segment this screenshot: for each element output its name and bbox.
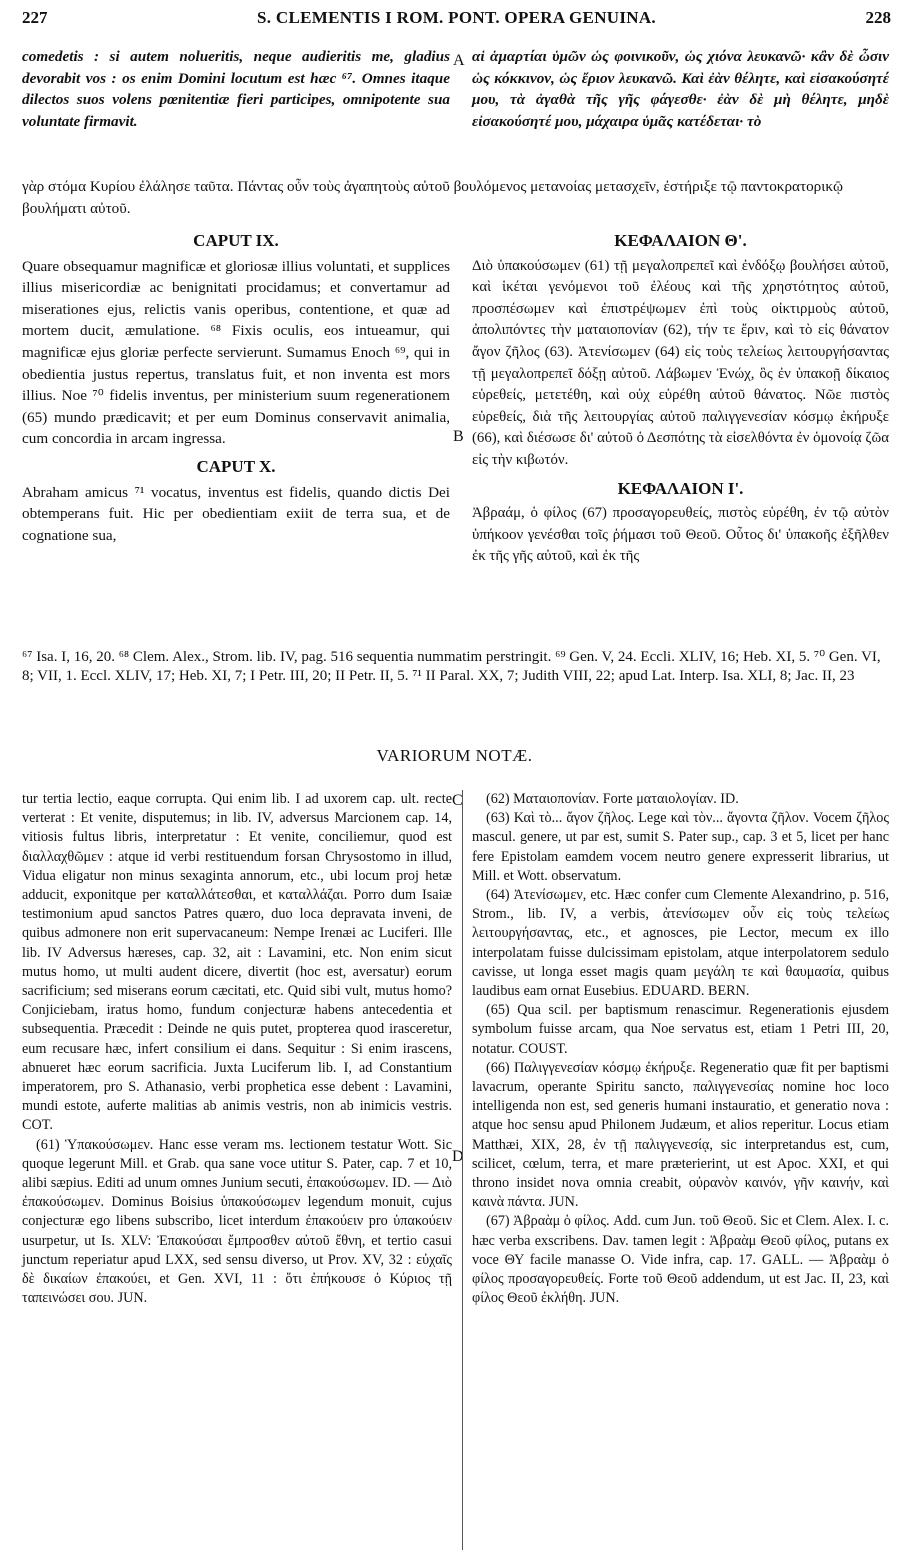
footnotes-text: ⁶⁷ Isa. I, 16, 20. ⁶⁸ Clem. Alex., Strom. lib. IV, pag. 516 sequentia nummatim perstringit. ⁶⁹ Gen. V, 24. Eccli. XLIV, 16; Heb. XI, 5. ⁷⁰ Gen. VI, 8; VII, 1. Eccl. XLIV, 17; Heb. XI, 7; I Petr. III, 20; II Petr. II, 5. ⁷¹ II Paral. XX, 7; Judith VIII, 22; apud Lat. Interp. Isa. XLI, 8; Jac. II, 23 (22, 649, 881, 684)
variorum-notae-title: VARIORUM NOTÆ. (376, 746, 533, 765)
margin-letter-a: A (453, 52, 465, 69)
caput-ix-text: Quare obsequamur magnificæ et gloriosæ illius voluntati, et supplices illius misericordiæ ac benignitati procidamus; et convertamur ad miserationes ejus, relictis vanis operibus, contentione, et quæ ad mortem ducit, æmulatione. ⁶⁸ Fixis oculis, eos intueamur, qui magnificæ ejus gloriæ perfecte servierunt. Sumamus Enoch ⁶⁹, qui in obedientia justus repertus, translatus fuit, et non inventa est mors illius. Noe ⁷⁰ fidelis inventus, per ministerium suum regenerationem (65) mundo prædicavit; et per eum Dominus conservavit animalia, cum concordia in arcam ingressa. (22, 257, 450, 448)
running-header (22, 8, 891, 30)
full-width-greek-line (22, 176, 888, 219)
margin-letter-c: C (452, 792, 463, 809)
full-width-text: γὰρ στόμα Κυρίου ἐλάλησε ταῦτα. Πάντας οὖν τοὺς ἀγαπητοὺς αὐτοῦ βουλόμενος μετανοίας μετασχεῖν, ἐστήριξε τῷ παντοκρατορικῷ βουλήματι αὐτοῦ. (22, 178, 843, 217)
note-65: (65) Qua scil. per baptismum renascimur. Regenerationis ejusdem symbolum fuisse arcam, qua Noe servatus est, etiam 1 Petri III, 20, notatur. COUST. (472, 1002, 889, 1057)
note-66: (66) Παλιγγενεσίαν κόσμῳ ἐκήρυξε. Regeneratio quæ fit per baptismi lavacrum, operante Spiritu sancto, παλιγγενεσίας nomine hoc loco intelligenda non est, sed generis humani instauratio, et generatio nova : atque hoc sensu apud Philonem Judæum, et alios reperitur. Locus etiam Matthæi, XIX, 28, ἐν τῇ παλιγγενεσίᾳ, sic interpretandus est, cum, scilicet, cœlum, terra, et mare præterierint, ut est Apoc. XXI, et qui throno insidet nova omnia creabit, οὐρανὸν καινόν, γῆν καινήν, καὶ καινὰ πάντα. JUN. (472, 1059, 889, 1211)
scripture-footnotes (22, 648, 888, 686)
caput-x-text: Abraham amicus ⁷¹ vocatus, inventus est fidelis, quando dictis Dei obtemperans fuit. Hic per obedientiam exiit de terra sua, et de cognatione sua, (22, 483, 450, 544)
caput-ix-heading: CAPUT IX. (193, 231, 279, 250)
note-63: (63) Καὶ τὸ... ἄγον ζῆλος. Lege καὶ τὸν... ἄγοντα ζῆλον. Vocem ζῆλος mascul. genere, ut par est, sumit S. Pater sup., cap. 3 et 5, licet per hanc fere Epistolam eamdem vocem neutro genere expresserit librarius, ut Mill. et Wott. observatum. (472, 810, 889, 884)
note-67: (67) Ἀβραὰμ ὁ φίλος. Add. cum Jun. τοῦ Θεοῦ. Sic et Clem. Alex. I. c. hæc verba exscribens. Dav. tamen legit : Ἀβραὰμ Θεοῦ φίλος, putans ex voce ΘΥ facile manasse Ο. Vide infra, cap. 17. GALL. — Ἀβραὰμ ὁ φίλος προσαγορευθείς. Forte τοῦ Θεοῦ addendum, ut est Jac. II, 23, καὶ φίλος Θεοῦ ἐκλήθη. JUN. (472, 1213, 890, 1307)
notes-right-column (472, 790, 889, 1308)
latin-intro-text: comedetis : si autem nolueritis, neque audieritis me, gladius devorabit vos : os enim Domini locutum est hæc ⁶⁷. Omnes itaque dilectos suos volens pœnitentiæ fieri participes, omnipotente sua voluntate firmavit. (22, 48, 450, 130)
running-title: S. CLEMENTIS I ROM. PONT. OPERA GENUINA. (257, 8, 656, 27)
note-61: (61) Ὑπακούσωμεν. Hanc esse veram ms. lectionem testatur Wott. Sic quoque legerunt Mill. et Grab. qua sane voce utitur S. Pater, cap. 7 et 10, alibi sæpius. Editi ad unum omnes Junium secuti, ἐπακούσωμεν. ID. — Διὸ ἐπακούσωμεν. Dominus Boisius ὑπακούσωμεν legendum monuit, cujus conjecturæ ego libens subscribo, licet interdum ἐπακούειν pro ὑπακούειν usurpetur, ut Is. XLV: Ἐπακούσαι ἔμπροσθεν αὐτοῦ ἔθνη, et tertio casui junctum reperiatur apud LXX, sed sensu diverso, ut Prov. XV, 32 : εὐχαῖς δὲ δικαίων ἐπακούει, et Gen. XVI, 11 : ὅτι ἐπήκουσε ὁ Κύριος τῇ ταπεινώσει σου. JUN. (22, 1136, 452, 1307)
greek-chapters (472, 224, 889, 568)
notes-left-column (22, 790, 452, 1308)
latin-intro (22, 46, 450, 132)
margin-letter-b: B (453, 428, 464, 445)
kephalaion-theta-heading: ΚΕΦΑΛΑΙΟΝ Θ'. (614, 231, 747, 250)
margin-letter-d: D (452, 1148, 464, 1165)
greek-intro-text: αἱ ἁμαρτίαι ὑμῶν ὡς φοινικοῦν, ὡς χιόνα λευκανῶ· κἂν δὲ ὦσιν ὡς κόκκινον, ὡς ἔριον λευκανῶ. Καὶ ἐὰν θέλητε, καὶ εἰσακούσητέ μου, τὰ ἀγαθὰ τῆς γῆς φάγεσθε· ἐὰν δὲ μὴ θέλητε, μηδὲ εἰσακούσητέ μου, μάχαιρα ὑμᾶς κατέδεται· τὸ (472, 48, 889, 130)
kephalaion-theta-text: Διὸ ὑπακούσωμεν (61) τῇ μεγαλοπρεπεῖ καὶ ἐνδόξῳ βουλήσει αὐτοῦ, καὶ ἱκέται γενόμενοι τοῦ ἐλέους καὶ τῆς χρηστότητος αὐτοῦ, προσπέσωμεν καὶ ἐπιστρέψωμεν ἐπὶ τοὺς οἰκτιρμοὺς αὐτοῦ, ἀπολιπόντες τὴν ματαιοπονίαν (62), τήν τε ἔριν, καὶ τὸ εἰς θάνατον ἄγον ζῆλος (63). Ἀτενίσωμεν (64) εἰς τοὺς τελείως λειτουργήσαντας τῇ μεγαλοπρεπεῖ δόξῃ αὐτοῦ. Λάβωμεν Ἐνώχ, ὃς ἐν ὑπακοῇ δίκαιος εὑρεθείς, μετετέθη, καὶ οὐχ εὑρέθη αὐτοῦ θάνατος. Νῶε πιστὸς εὑρεθείς, διὰ τῆς λειτουργίας αὐτοῦ παλιγγενεσίαν κόσμῳ ἐκήρυξε (66), καὶ διέσωσε δι' αὐτοῦ ὁ Δεσπότης τὰ εἰσελθόντα ἐν ὁμονοίᾳ ζῶα εἰς τὴν κιβωτόν. (472, 257, 889, 468)
note-62: (62) Ματαιοπονίαν. Forte ματαιολογίαν. ID. (486, 791, 739, 807)
caput-x-heading: CAPUT X. (196, 456, 276, 476)
note-64: (64) Ἀτενίσωμεν, etc. Hæc confer cum Clemente Alexandrino, p. 516, Strom., lib. IV, a verbis, ἀτενίσωμεν οὖν εἰς τοὺς τελείως λειτουργήσαντας, etc., et agnosces, pie Lector, mecum ex illo interpolatam fuisse dulcissimam epistolam, atque interpolatorem sedulo cavisse, ut longa esset magis quam μεγάλη τε καὶ θαυμασία, quibus laudibus eam ornat Eusebius. EDUARD. BERN. (472, 887, 889, 1000)
latin-chapters (22, 224, 450, 546)
notes-column-divider (462, 790, 463, 1550)
kephalaion-iota-heading: ΚΕΦΑΛΑΙΟΝ Ι'. (617, 478, 744, 498)
greek-intro (472, 46, 889, 132)
page-number-left: 227 (22, 8, 48, 27)
page-number-right: 228 (865, 8, 891, 27)
notes-left-text: tur tertia lectio, eaque corrupta. Qui enim lib. I ad uxorem cap. ult. recte verterat : Et venite, disputemus; in lib. IV, adversus Marcionem cap. 14, vitiosis fultus libris, interpretatur : Et venite, conciliemur, quod est διαλλαχθῶμεν : atque id verbi restituendum forsan Chrysostomo in illud, Vidua eligatur non minus sexaginta annorum, etc., ubi locum proj hetæ adducit, exponitque per καταλλάτεσθαι, et καταλλάζαι. Porro dum Isaiæ testimonium apud sanctos Patres quæro, duo loca depravata inveni, de quibus admonere non erit supervacaneum: Nempe Irenæi ac Luciferi. Ille lib. IV Adversus hæreses, cap. 32, ait : Lavamini, etc. Non enim sicut mutus homo, ut multi audent dicere, divertit (hoc est, aversatur) eorum sacrificium; sed miserans eorum cæcitati, etc. Quid sibi vult, mutus homo? Conjiciebam, iratus homo, fundum conjecturæ habens antecedentia et subsequentia. Præcedit : Deinde ne quis putet, propterea quod irasceretur, eum recusare hæc, infert consilium ei dans. Sequitur : Si enim irascens, abnueret hæc eorum sacrificia. Juxta Luciferum lib. I, ad Constantium imperatorem, pro S. Athanasio, verbi prophetica esse debent : Lavamini, mundi estote, auferte malitias ab animis vestris, non ab inimicis vestris. COT. (22, 791, 452, 1134)
kephalaion-iota-text: Ἀβραάμ, ὁ φίλος (67) προσαγορευθείς, πιστὸς εὑρέθη, ἐν τῷ αὐτὸν ὑπήκοον γενέσθαι τοῖς ῥήμασι τοῦ Θεοῦ. Οὗτος δι' ὑπακοῆς ἐξῆλθεν ἐκ τῆς γῆς αὐτοῦ, καὶ ἐκ τῆς (472, 505, 889, 565)
